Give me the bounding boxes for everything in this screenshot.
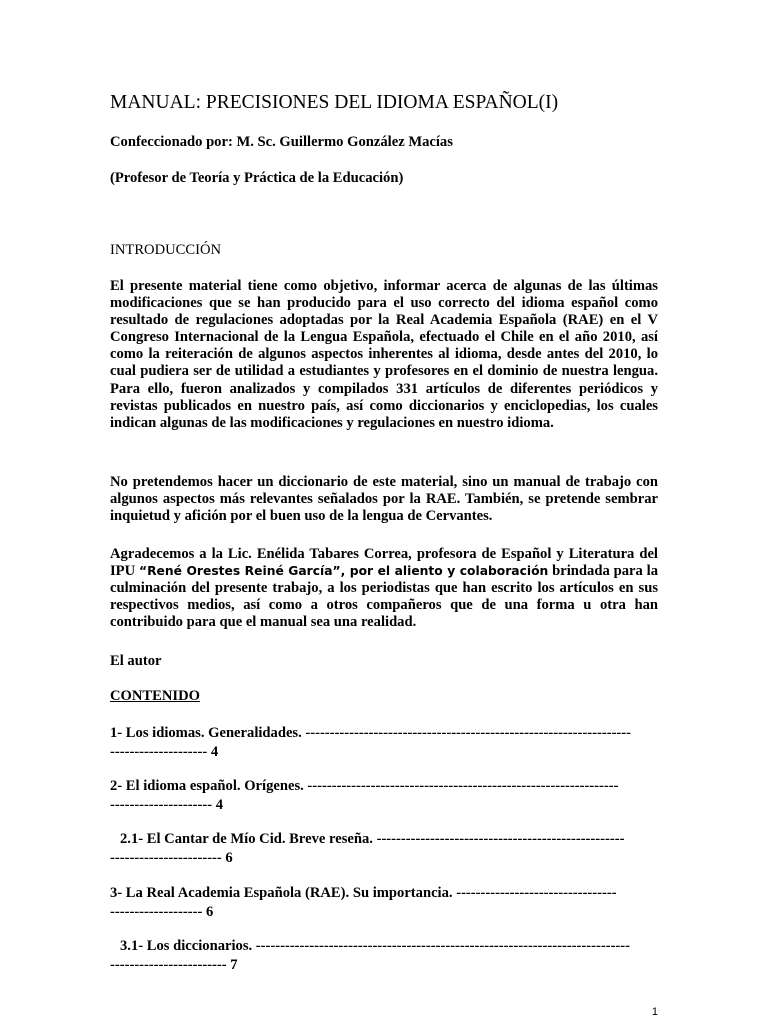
role-line: (Profesor de Teoría y Práctica de la Educación) <box>110 170 404 186</box>
toc-entry-line: 1- Los idiomas. Generalidades. ------------------------------------------------------------------- <box>110 725 632 741</box>
intro-paragraph-2: No pretendemos hacer un diccionario de este material, sino un manual de trabajo con algunos aspectos más relevantes señalados por la RAE. También, se pretende sembrar inquietud y afición por el buen uso de la lengua de Cervantes. <box>110 474 658 525</box>
toc-entry <box>110 724 658 762</box>
paragraph-3-text-b: “René Orestes Reiné García”, por el aliento y colaboración <box>139 564 549 579</box>
author-line: Confeccionado por: M. Sc. Guillermo González Macías <box>110 134 453 150</box>
toc-entry-page: --------------------- 4 <box>110 797 224 813</box>
toc-entry-page: ------------------------ 7 <box>110 957 238 973</box>
toc-entry <box>110 937 658 975</box>
document-title: MANUAL: PRECISIONES DEL IDIOMA ESPAÑOL(I) <box>110 92 559 113</box>
toc-entry <box>110 884 658 922</box>
paragraph-3-text-c: brindada para la culminación del presente trabajo, a los periodistas que han escrito los artículos en sus respectivos medios, así como a otros compañeros que de una forma u otra han contribuido para que el manual sea una realidad. <box>110 563 658 631</box>
toc-entry-line: 2- El idioma español. Orígenes. ---------------------------------------------------------------- <box>110 778 619 794</box>
page-number: 1 <box>651 1006 658 1018</box>
contents-title: CONTENIDO <box>110 688 201 704</box>
toc-entry-line: 3- La Real Academia Española (RAE). Su importancia. --------------------------------- <box>110 885 617 901</box>
toc-entry <box>110 830 658 868</box>
toc-entry-page: ----------------------- 6 <box>110 850 233 866</box>
toc-entry-page: ------------------- 6 <box>110 904 214 920</box>
intro-paragraph-1: El presente material tiene como objetivo, informar acerca de algunas de las últimas modificaciones que se han producido para el uso correcto del idioma español como resultado de regulaciones adoptadas por la Real Academia Española (RAE) en el V Congreso Internacional de la Lengua Española, efectuado el Chile en el año 2010, así como la reiteración de algunos aspectos inherentes al idioma, desde antes del 2010, lo cual pudiera ser de utilidad a estudiantes y profesores en el dominio de nuestra lengua. Para ello, fueron analizados y compilados 331 artículos de diferentes periódicos y revistas publicados en nuestro país, así como diccionarios y enciclopedias, los cuales indican algunas de las modificaciones y regulaciones en nuestro idioma. <box>110 278 658 431</box>
toc-entry-line: 2.1- El Cantar de Mío Cid. Breve reseña. --------------------------------------------------- <box>120 831 625 847</box>
toc-entry <box>110 777 658 815</box>
intro-heading: INTRODUCCIÓN <box>110 242 222 258</box>
paragraph-3-text-a: Agradecemos a la Lic. Enélida Tabares Correa, profesora de Español y Literatura del IPU <box>110 546 658 580</box>
toc-entry-line: 3.1- Los diccionarios. ----------------------------------------------------------------------------- <box>120 938 631 954</box>
signature: El autor <box>110 653 162 669</box>
intro-paragraph-3 <box>110 546 658 631</box>
toc-entry-page: -------------------- 4 <box>110 744 219 760</box>
